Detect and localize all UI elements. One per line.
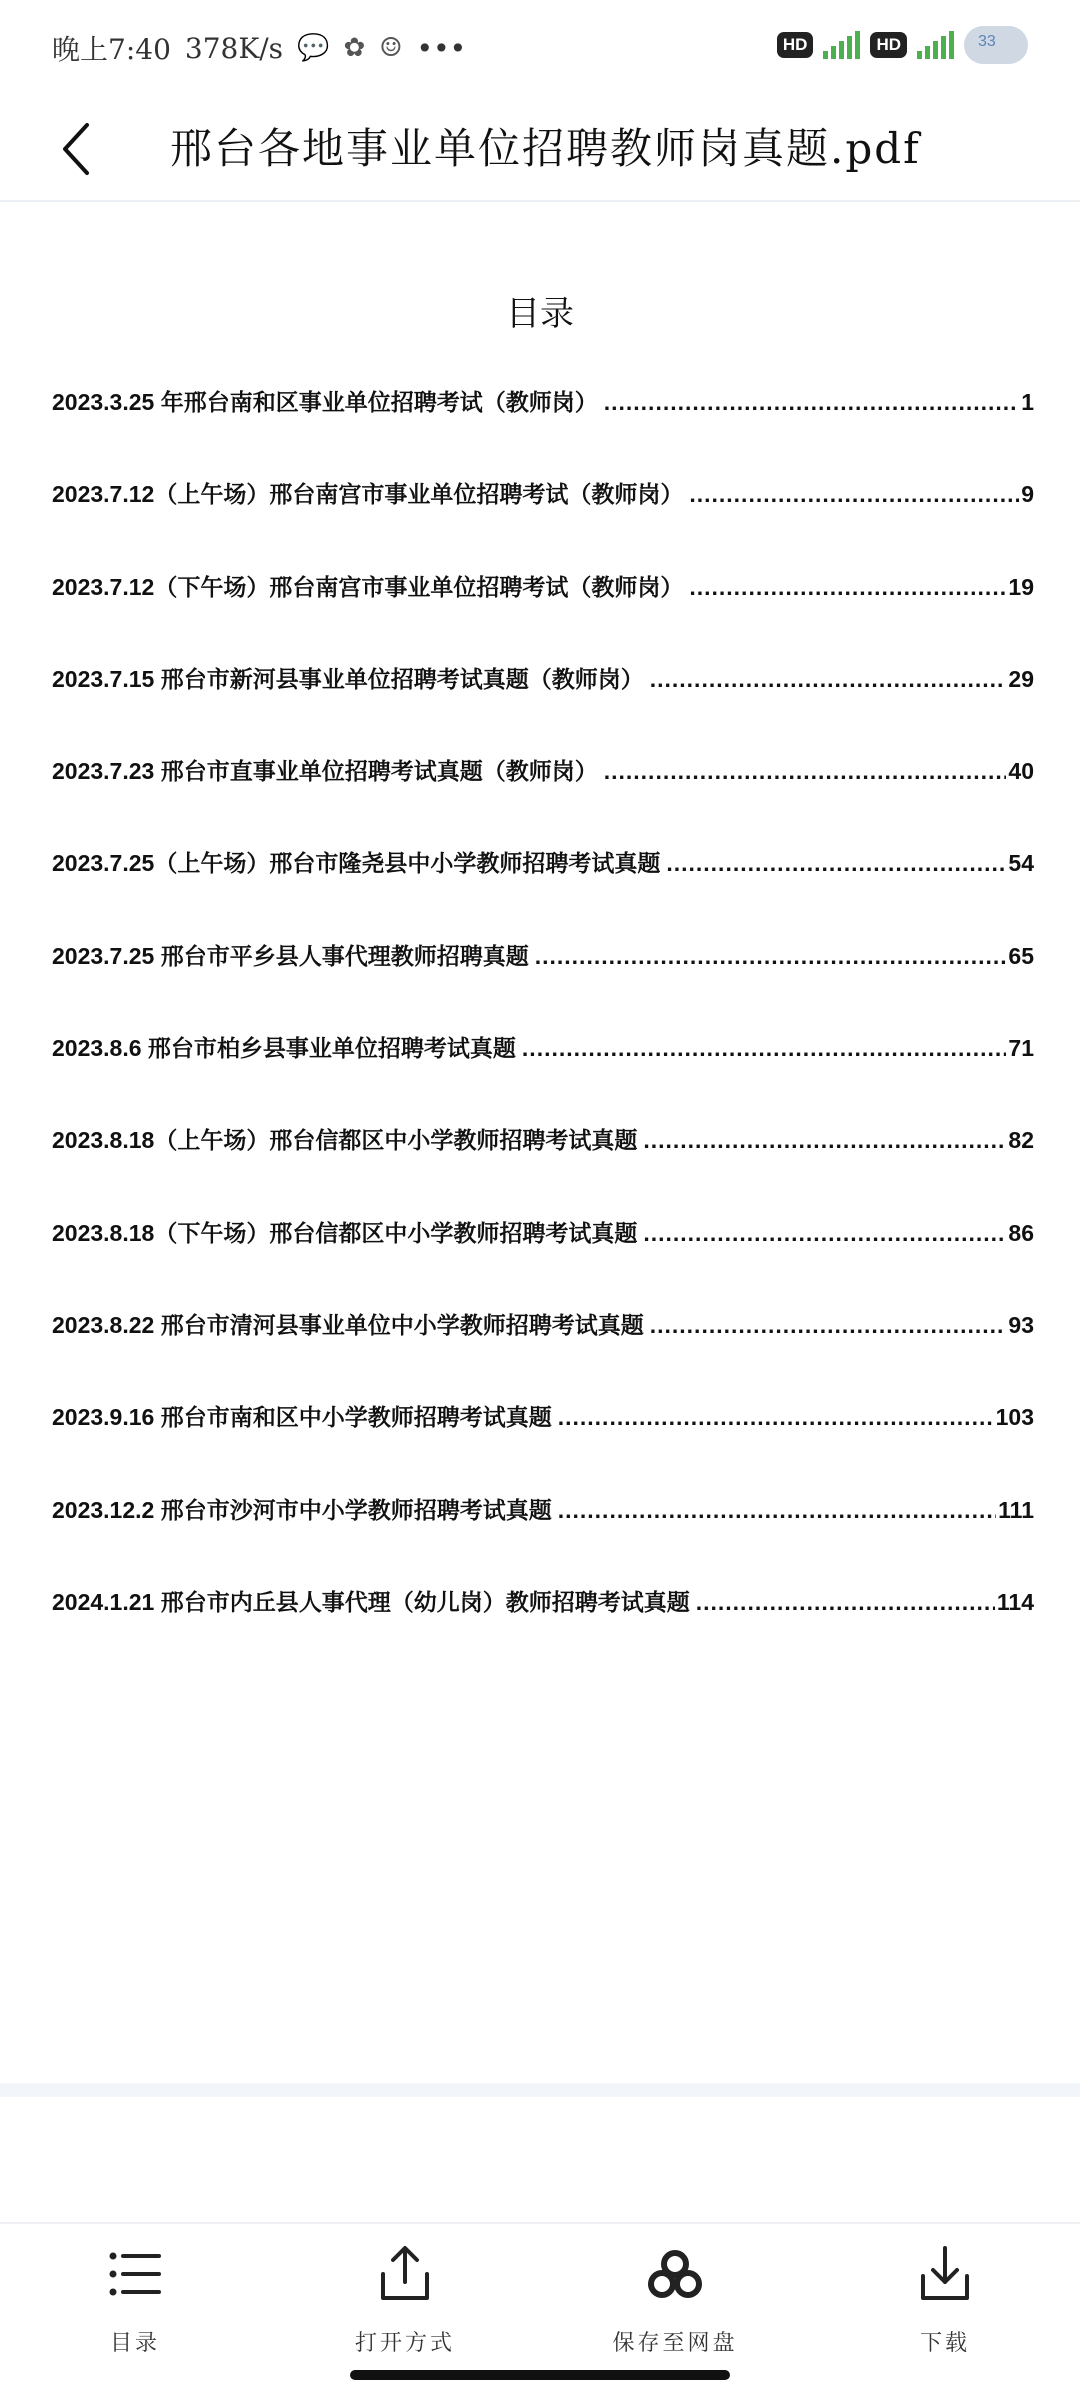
toc-entry[interactable] [52,1399,1034,1491]
toc-entry-page: 29 [1008,665,1034,692]
toc-entry-title: 2023.7.12（下午场）邢台南宫市事业单位招聘考试（教师岗） [52,573,684,600]
chevron-left-icon [57,121,97,177]
toc-leader-dots [535,938,1007,974]
toc-leader-dots [650,661,1007,697]
toc-entry-page: 9 [1021,481,1034,508]
signal-icon [823,31,860,59]
toc-leader-dots [558,1399,994,1435]
toc-entry-page: 93 [1008,1311,1034,1338]
toc-entry-page: 40 [1008,758,1034,785]
toc-entry-page: 54 [1008,850,1034,877]
toc-leader-dots [558,1492,996,1528]
toc-entry[interactable] [52,1122,1034,1214]
toc-entry-page: 111 [998,1496,1034,1523]
toc-entry-title: 2023.8.18（下午场）邢台信都区中小学教师招聘考试真题 [52,1219,638,1246]
toc-entry[interactable] [52,384,1034,476]
home-indicator[interactable] [350,2370,730,2380]
toc-button-label: 目录 [109,2331,160,2356]
toc-entry-title: 2023.12.2 邢台市沙河市中小学教师招聘考试真题 [52,1496,552,1523]
toc-entry-page: 1 [1021,389,1034,415]
toc-entry-title: 2023.8.22 邢台市清河县事业单位中小学教师招聘考试真题 [52,1311,644,1338]
toc-entry-page: 71 [1008,1035,1034,1062]
message-icon: 💬 [297,33,330,63]
toc-entry[interactable] [52,753,1034,845]
toc-leader-dots [643,1122,1006,1158]
toc-button[interactable] [35,2244,235,2374]
battery-level: 33 [978,33,996,50]
status-network-speed: 378K/s [184,31,284,65]
share-icon [375,2244,435,2304]
toc-entry[interactable] [52,1030,1034,1122]
toc-entry-title: 2023.7.15 邢台市新河县事业单位招聘考试真题（教师岗） [52,665,644,692]
battery-icon [964,26,1028,64]
toc-entry-title: 2024.1.21 邢台市内丘县人事代理（幼儿岗）教师招聘考试真题 [52,1588,690,1615]
toc-entry[interactable] [52,1584,1034,1676]
more-notifications-icon: ••• [416,31,467,65]
hd-badge: HD [777,32,814,58]
toc-entry-page: 114 [996,1588,1034,1615]
page-divider [0,2083,1080,2097]
status-time: 晚上7:40 [52,33,171,66]
avatar-notification-icon: ☺ [379,33,403,63]
toc-entry-page: 65 [1008,942,1034,969]
download-button-label: 下载 [919,2331,970,2356]
list-icon [105,2244,165,2304]
toc-entry[interactable] [52,845,1034,937]
toc-heading: 目录 [506,294,574,334]
toc-leader-dots [666,845,1006,881]
app-notification-icon: ✿ [343,33,366,63]
status-left [52,28,466,68]
status-bar [0,0,1080,96]
toc-entry-title: 2023.7.12（上午场）邢台南宫市事业单位招聘考试（教师岗） [52,481,684,508]
cloud-drive-icon [645,2244,705,2304]
toc-leader-dots [650,1307,1007,1343]
toc-entry-title: 2023.7.25 邢台市平乡县人事代理教师招聘真题 [52,942,529,969]
save-to-cloud-button-label: 保存至网盘 [612,2331,738,2356]
open-with-button[interactable] [305,2244,505,2374]
status-right [777,26,1028,64]
toc-leader-dots [604,384,1019,420]
toc-entry-title: 2023.8.6 邢台市柏乡县事业单位招聘考试真题 [52,1035,516,1062]
open-with-button-label: 打开方式 [354,2331,455,2356]
toc-entry[interactable] [52,938,1034,1030]
download-button[interactable] [845,2244,1045,2374]
toc-entry[interactable] [52,1307,1034,1399]
signal-icon [917,31,954,59]
toc-entry-title: 2023.3.25 年邢台南和区事业单位招聘考试（教师岗） [52,389,598,415]
title-bar [0,96,1080,202]
toc-leader-dots [689,476,1019,512]
toc-entry-page: 19 [1008,573,1034,600]
toc-entry-page: 86 [1008,1219,1034,1246]
toc-list [52,384,1034,1676]
toc-leader-dots [696,1584,995,1620]
toc-leader-dots [643,1215,1006,1251]
toc-leader-dots [689,569,1006,605]
document-title: 邢台各地事业单位招聘教师岗真题.pdf [170,124,921,173]
toc-entry-title: 2023.8.18（上午场）邢台信都区中小学教师招聘考试真题 [52,1127,638,1154]
save-to-cloud-button[interactable] [575,2244,775,2374]
toc-entry-title: 2023.7.23 邢台市直事业单位招聘考试真题（教师岗） [52,758,598,785]
toc-entry[interactable] [52,661,1034,753]
hd-badge: HD [870,32,907,58]
toc-leader-dots [522,1030,1006,1066]
toc-entry[interactable] [52,476,1034,568]
toc-entry-page: 82 [1008,1127,1034,1154]
toc-entry[interactable] [52,1215,1034,1307]
toc-entry-title: 2023.7.25（上午场）邢台市隆尧县中小学教师招聘考试真题 [52,850,661,877]
toc-entry[interactable] [52,569,1034,661]
download-icon [915,2244,975,2304]
toc-leader-dots [604,753,1007,789]
toc-entry-page: 103 [995,1404,1034,1431]
toc-entry-title: 2023.9.16 邢台市南和区中小学教师招聘考试真题 [52,1404,552,1431]
back-button[interactable] [42,114,112,184]
toc-entry[interactable] [52,1492,1034,1584]
